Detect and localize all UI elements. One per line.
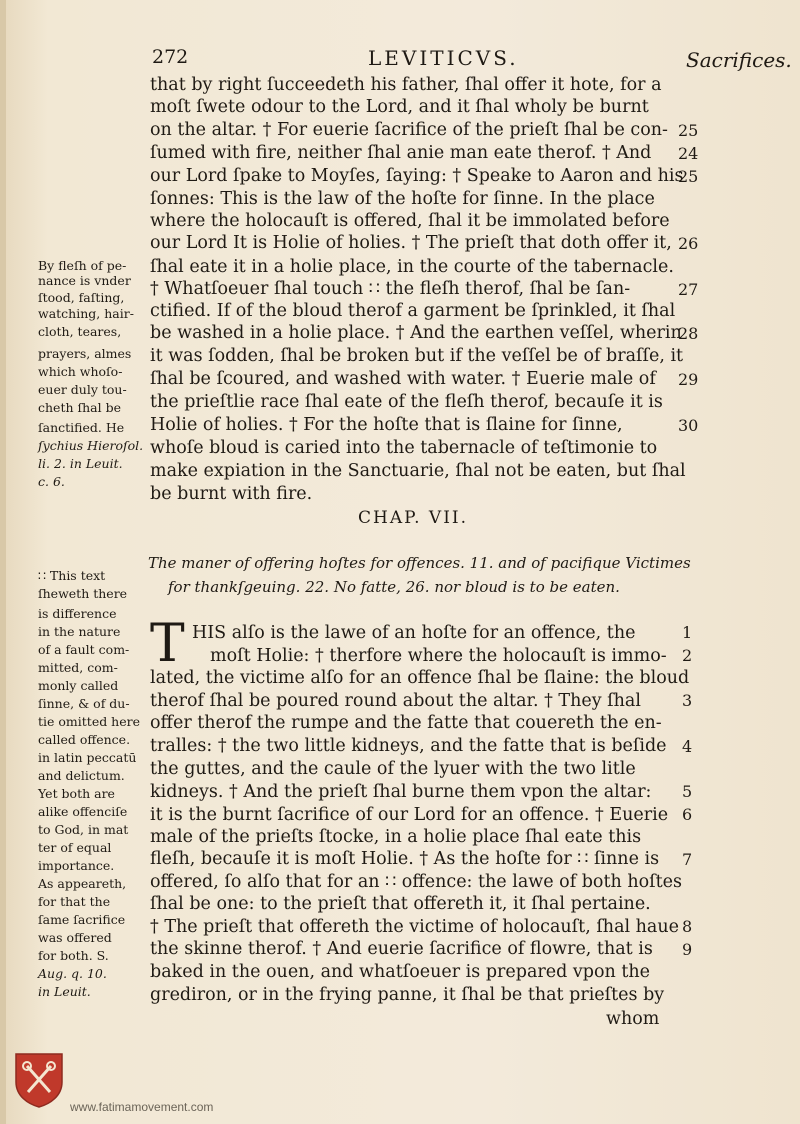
margin-note-line: for that the (38, 894, 111, 909)
text-line: Holie of holies. † For the hoſte that is ſlaine for ſinne, (150, 415, 623, 435)
text-line: our Lord ſpake to Moyſes, ſaying: † Speake to Aaron and his (150, 166, 684, 186)
margin-note-line: ſychius Hieroſol. (38, 438, 144, 453)
verse-number: 7 (682, 850, 693, 869)
margin-note-line: monly called (38, 678, 119, 693)
papal-keys-emblem-icon (14, 1052, 64, 1108)
verse-number: 5 (682, 782, 693, 801)
margin-note-line: which whoſo- (38, 364, 123, 379)
chapter-summary-line: The maner of offering hoſtes for offences. 11. and of pacifique Victimes (148, 554, 691, 572)
verse-number: 30 (678, 416, 699, 435)
text-line: where the holocauſt is offered, ſhal it be immolated before (150, 211, 670, 231)
text-line: be washed in a holie place. † And the earthen veſſel, wherin (150, 323, 682, 343)
margin-note-line: euer duly tou- (38, 382, 127, 397)
verse-number: 28 (678, 324, 699, 343)
verse-number: 6 (682, 805, 693, 824)
text-line: it is the burnt ſacrifice of our Lord for an offence. † Euerie (150, 805, 669, 825)
margin-note-line: ter of equal (38, 840, 112, 855)
margin-note-line: cheth ſhal be (38, 400, 121, 415)
margin-note-line: ∷ This text (38, 568, 106, 583)
text-line: whoſe bloud is caried into the tabernacle of teſtimonie to (150, 438, 658, 458)
text-line: grediron, or in the frying panne, it ſhal be that prieſtes by (150, 985, 665, 1005)
margin-note-line: importance. (38, 858, 115, 873)
margin-note-line: in Leuit. (38, 984, 91, 999)
margin-note-line: ſanctified. He (38, 420, 125, 435)
text-line: offer therof the rumpe and the fatte that couereth the en- (150, 713, 662, 733)
chapter-summary-line: for thankſgeuing. 22. No fatte, 26. nor bloud is to be eaten. (168, 578, 620, 596)
text-line: baked in the ouen, and whatſoeuer is prepared vpon the (150, 962, 650, 982)
margin-note-line: of a fault com- (38, 642, 130, 657)
margin-note-line: As appeareth, (38, 876, 127, 891)
margin-note-line: cloth, teares, (38, 324, 122, 339)
margin-note-line: prayers, almes (38, 346, 132, 361)
verse-number: 25 (678, 167, 699, 186)
footer-url[interactable]: www.fatimamovement.com (70, 1100, 214, 1114)
catchword: whom (606, 1009, 660, 1029)
margin-note-line: c. 6. (38, 474, 65, 489)
text-line: moſt ſwete odour to the Lord, and it ſhal wholy be burnt (150, 97, 649, 117)
verse-number: 27 (678, 280, 699, 299)
margin-note-line: mitted, com- (38, 660, 118, 675)
text-line: be burnt with fire. (150, 484, 313, 504)
drop-cap: T (150, 614, 185, 674)
margin-note-line: watching, hair- (38, 306, 134, 321)
margin-note-line: is difference (38, 606, 117, 621)
margin-note-line: to God, in mat (38, 822, 129, 837)
verse-number: 1 (682, 623, 693, 642)
margin-note-line: and delictum. (38, 768, 125, 783)
text-line: † Whatſoeuer ſhal touch ∷ the fleſh therof, ſhal be ſan- (150, 279, 631, 299)
verse-number: 2 (682, 646, 693, 665)
verse-number: 4 (682, 737, 693, 756)
text-line: on the altar. † For euerie ſacrifice of the prieſt ſhal be con- (150, 120, 668, 140)
chapter-heading: CHAP. VII. (358, 508, 469, 528)
text-line: offered, ſo alſo that for an ∷ offence: the lawe of both hoſtes (150, 872, 682, 892)
margin-note-line: Aug. q. 10. (38, 966, 107, 981)
book-title: LEVITICVS. (368, 46, 519, 70)
text-line: lated, the victime alſo for an offence ſhal be ſlaine: the bloud (150, 668, 690, 688)
text-line: fleſh, becauſe it is moſt Holie. † As the hoſte for ∷ ſinne is (150, 849, 660, 869)
margin-note-line: was offered (38, 930, 112, 945)
text-line: HIS alſo is the lawe of an hoſte for an offence, the (192, 623, 636, 643)
text-line: the skinne therof. † And euerie ſacrifice of flowre, that is (150, 939, 653, 959)
text-line: tralles: † the two little kidneys, and the fatte that is beſide (150, 736, 667, 756)
text-line: moſt Holie: † therfore where the holocauſt is immo- (210, 646, 667, 666)
text-line: † The prieſt that offereth the victime of holocauſt, ſhal haue (150, 917, 679, 937)
verse-number: 26 (678, 234, 699, 253)
margin-note-line: for both. S. (38, 948, 109, 963)
margin-note-line: called offence. (38, 732, 131, 747)
verse-number: 8 (682, 917, 693, 936)
margin-note-line: ſinne, & of du- (38, 696, 130, 711)
margin-note-line: Yet both are (38, 786, 115, 801)
margin-note-line: ſame ſacrifice (38, 912, 126, 927)
margin-note-line: li. 2. in Leuit. (38, 456, 123, 471)
margin-note-line: nance is vnder (38, 273, 131, 288)
page-number: 272 (152, 46, 189, 68)
verse-number: 29 (678, 370, 699, 389)
margin-note-line: tie omitted here (38, 714, 141, 729)
verse-number: 24 (678, 144, 699, 163)
text-line: ſhal be one: to the prieſt that offereth it, it ſhal pertaine. (150, 894, 651, 914)
text-line: ſhal be ſcoured, and washed with water. † Euerie male of (150, 369, 656, 389)
text-line: kidneys. † And the prieſt ſhal burne them vpon the altar: (150, 782, 652, 802)
text-line: it was ſodden, ſhal be broken but if the veſſel be of braſſe, it (150, 346, 684, 366)
text-line: make expiation in the Sanctuarie, ſhal not be eaten, but ſhal (150, 461, 686, 481)
margin-note-line: in the nature (38, 624, 121, 639)
verse-number: 25 (678, 121, 699, 140)
text-line: that by right ſucceedeth his father, ſhal offer it hote, for a (150, 75, 662, 95)
margin-note-line: ſheweth there (38, 586, 128, 601)
text-line: ſonnes: This is the law of the hoſte for ſinne. In the place (150, 189, 655, 209)
margin-note-line: alike offenciſe (38, 804, 128, 819)
verse-number: 9 (682, 940, 693, 959)
text-line: ſumed with fire, neither ſhal anie man eate therof. † And (150, 143, 652, 163)
running-topic: Sacrifices. (686, 48, 792, 72)
text-line: the guttes, and the caule of the lyuer with the two litle (150, 759, 636, 779)
text-line: male of the prieſts ſtocke, in a holie place ſhal eate this (150, 827, 642, 847)
text-line: ſhal eate it in a holie place, in the courte of the tabernacle. (150, 257, 674, 277)
text-line: ctified. If of the bloud therof a garment be ſprinkled, it ſhal (150, 301, 676, 321)
text-line: our Lord It is Holie of holies. † The prieſt that doth offer it, (150, 233, 672, 253)
margin-note-line: in latin peccatū (38, 750, 137, 765)
text-line: therof ſhal be poured round about the altar. † They ſhal (150, 691, 641, 711)
margin-note-line: By fleſh of pe- (38, 258, 127, 273)
verse-number: 3 (682, 691, 693, 710)
margin-note-line: ſtood, faſting, (38, 290, 125, 305)
text-line: the prieſtlie race ſhal eate of the fleſh therof, becauſe it is (150, 392, 663, 412)
